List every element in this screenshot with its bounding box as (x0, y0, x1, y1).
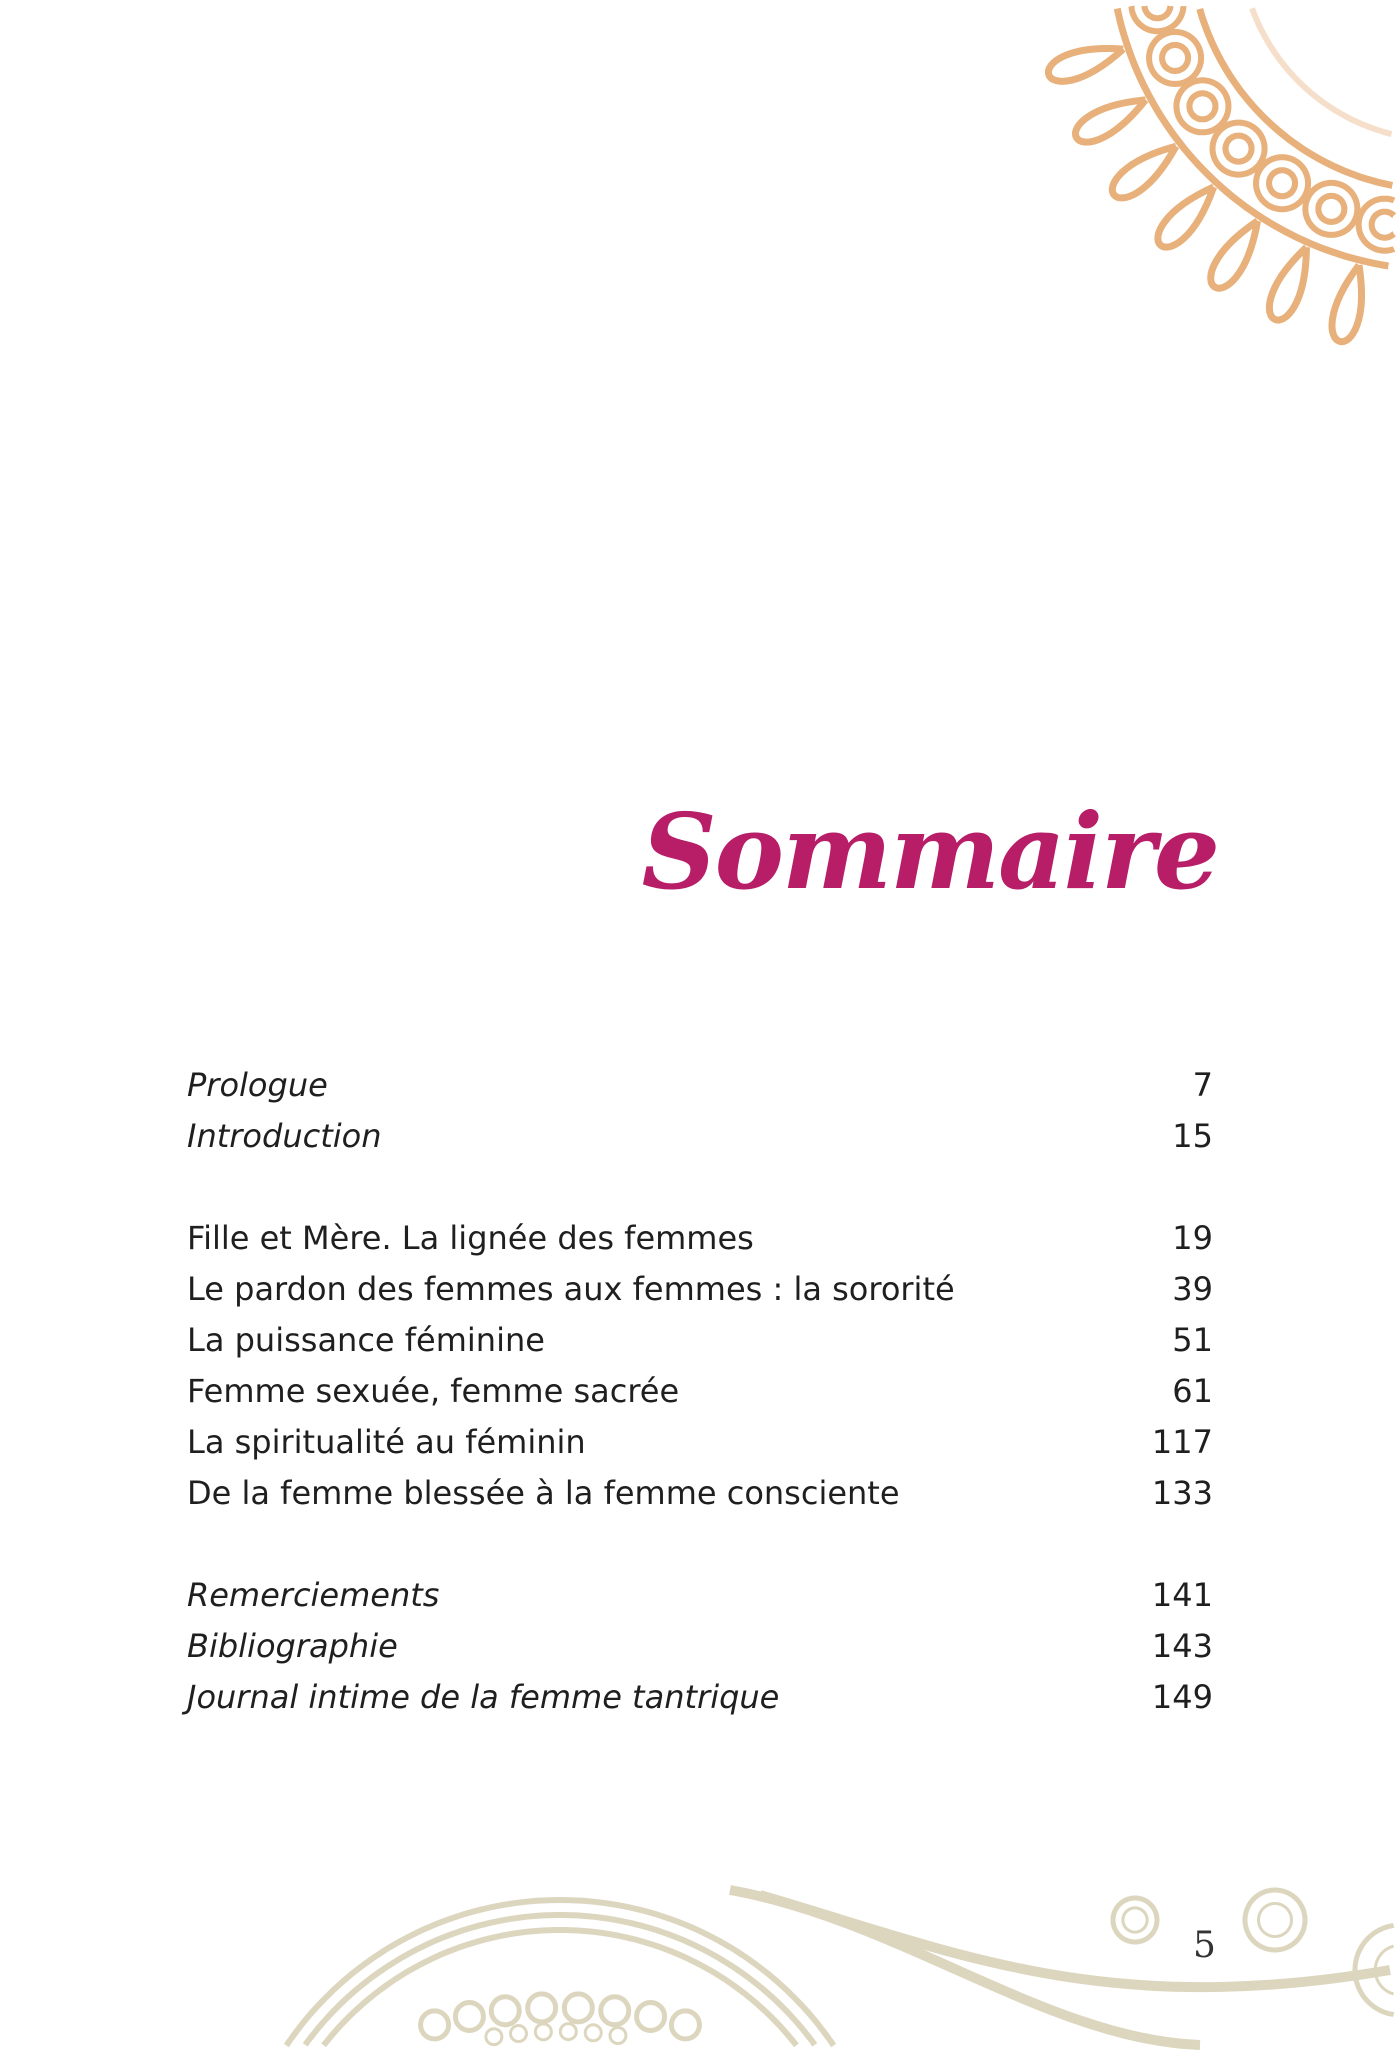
toc-label: Fille et Mère. La lignée des femmes (187, 1219, 754, 1257)
mandala-circle (1318, 196, 1344, 222)
toc-page: 117 (1151, 1423, 1213, 1461)
toc-label: Prologue (187, 1066, 328, 1104)
mandala-petal (1332, 265, 1362, 342)
toc-label: Bibliographie (187, 1627, 398, 1665)
toc-page: 15 (1172, 1117, 1213, 1155)
ornament-scallop (455, 2002, 483, 2030)
toc-entry[interactable] (187, 1315, 1213, 1366)
mandala-circle (1162, 45, 1188, 71)
page-title: Sommaire (641, 790, 1218, 913)
mandala-petal (1075, 100, 1145, 142)
toc-front-group (187, 1060, 1213, 1162)
toc-entry[interactable] (187, 1621, 1213, 1672)
ornament-spiral (1123, 1908, 1147, 1932)
mandala-petal (1112, 146, 1176, 198)
mandala-circle (1176, 80, 1228, 132)
toc-page: 51 (1172, 1321, 1213, 1359)
toc-entry[interactable] (187, 1672, 1213, 1723)
toc-page: 149 (1151, 1678, 1213, 1716)
toc-entry[interactable] (187, 1366, 1213, 1417)
mandala-circle (1145, 6, 1171, 18)
toc-page: 19 (1172, 1219, 1213, 1257)
mandala-ring (1252, 8, 1392, 134)
toc-entry[interactable] (187, 1264, 1213, 1315)
toc-page: 143 (1151, 1627, 1213, 1665)
mandala-circle (1256, 157, 1308, 209)
ornament-scallop (491, 1997, 519, 2025)
mandala-circle (1189, 93, 1215, 119)
toc-entry[interactable] (187, 1060, 1213, 1111)
toc-entry[interactable] (187, 1468, 1213, 1519)
toc-label: Remerciements (187, 1576, 440, 1614)
ornament-bead (560, 2024, 576, 2040)
toc-page: 141 (1151, 1576, 1213, 1614)
mandala-petal (1048, 49, 1123, 82)
page-number: 5 (1193, 1925, 1216, 1966)
toc-label: Le pardon des femmes aux femmes : la sororité (187, 1270, 955, 1308)
toc-entry[interactable] (187, 1213, 1213, 1264)
ornament-scallop (671, 2011, 699, 2039)
toc-label: La puissance féminine (187, 1321, 545, 1359)
bottom-ornament (0, 1850, 1400, 2053)
ornament-bead (486, 2029, 502, 2045)
ornament-scallop (637, 2002, 665, 2030)
mandala-petal (1211, 221, 1258, 288)
ornament-scallop (421, 2011, 449, 2039)
ornament-scallop (601, 1997, 629, 2025)
mandala-circle (1305, 183, 1357, 235)
ornament-arc (286, 1900, 833, 2046)
toc-label: Introduction (187, 1117, 382, 1155)
toc-label: La spiritualité au féminin (187, 1423, 586, 1461)
ornament-bead (610, 2027, 626, 2043)
toc-label: De la femme blessée à la femme consciente (187, 1474, 900, 1512)
ornament-bead (535, 2024, 551, 2040)
mandala-petal (1158, 187, 1214, 247)
toc-page: 39 (1172, 1270, 1213, 1308)
toc-entry[interactable] (187, 1417, 1213, 1468)
toc-back-group (187, 1570, 1213, 1723)
ornament-spiral (1259, 1904, 1292, 1937)
toc-page: 7 (1192, 1066, 1213, 1104)
toc-entry[interactable] (187, 1570, 1213, 1621)
ornament-bead (510, 2026, 526, 2042)
mandala-petal (1269, 247, 1306, 320)
mandala-circle (1149, 32, 1201, 84)
ornament-spiral (1245, 1890, 1305, 1950)
toc-chapters-group (187, 1213, 1213, 1519)
toc-page: 133 (1151, 1474, 1213, 1512)
mandala-circle (1372, 212, 1394, 238)
ornament-spiral (1113, 1898, 1157, 1942)
toc-label: Journal intime de la femme tantrique (187, 1678, 780, 1716)
mandala-circle (1226, 136, 1252, 162)
mandala-circle (1213, 123, 1265, 175)
ornament-scallop (528, 1994, 556, 2022)
mandala-circle (1359, 199, 1394, 251)
mandala-ornament (0, 0, 1400, 420)
mandala-circle (1269, 170, 1295, 196)
ornament-arc (305, 1915, 815, 2045)
ornament-scallop (564, 1994, 592, 2022)
toc-label: Femme sexuée, femme sacrée (187, 1372, 680, 1410)
table-of-contents (187, 1060, 1213, 1723)
toc-entry[interactable] (187, 1111, 1213, 1162)
toc-page: 61 (1172, 1372, 1213, 1410)
ornament-bead (585, 2025, 601, 2041)
